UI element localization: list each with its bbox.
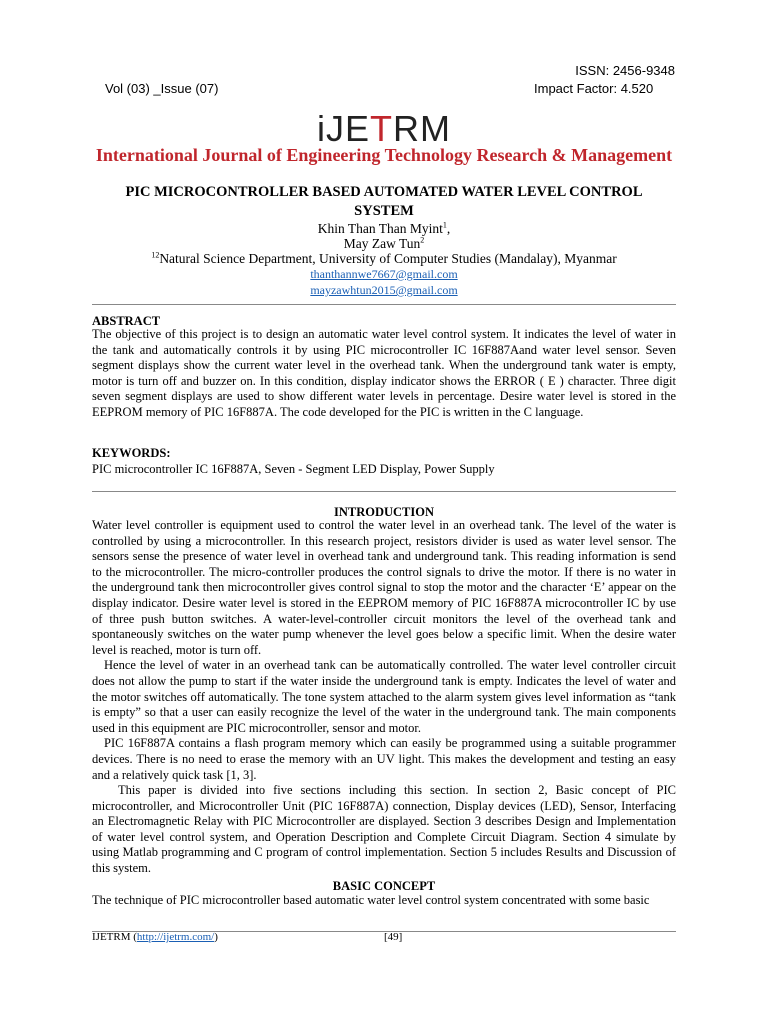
basic-paragraph-1: The technique of PIC microcontroller based automatic water level control system concentrated with some basic [92, 893, 650, 907]
affiliation [0, 251, 768, 267]
author-2-name: May Zaw Tun [343, 236, 421, 251]
journal-logo [0, 108, 768, 150]
basic-concept-body [92, 893, 676, 909]
abstract-heading: ABSTRACT [92, 314, 161, 328]
divider-middle [92, 491, 676, 492]
author-1 [0, 221, 768, 237]
divider-top [92, 304, 676, 305]
keywords-heading: KEYWORDS: [92, 446, 171, 460]
volume-issue-label: Vol (03) _Issue (07) [105, 81, 219, 96]
intro-paragraph-2: Hence the level of water in an overhead tank can be automatically controlled. The water level controller circuit does not allow the pump to start if the water inside the underground tank is empty. Indicates the level of water and the motor switches off automatically. The tone system attached to the alarm system gives level information as “tank is empty” so that a user can easily recognize the level of the water in the underground tank. The main components used in this equipment are PIC microcontroller, sensor and motor. [92, 658, 676, 735]
footer-url-link[interactable]: http://ijetrm.com/ [136, 931, 215, 943]
logo-t: T [370, 108, 393, 149]
paper-title: PIC MICROCONTROLLER BASED AUTOMATED WATER LEVEL CONTROL SYSTEM [125, 184, 643, 219]
introduction-body [92, 518, 676, 877]
intro-paragraph-3: PIC 16F887A contains a flash program memory which can easily be programmed using a suitable programmer devices. There is no need to erase the memory with an UV light. This makes the development and testing an easy and a relatively quick task [1, 3]. [92, 736, 676, 782]
author-1-sep: , [446, 221, 451, 236]
issn-label: ISSN: 2456-9348 [575, 63, 675, 78]
logo-je: JE [325, 108, 370, 149]
email-link-2[interactable]: mayzawhtun2015@gmail.com [310, 283, 458, 297]
affiliation-text: Natural Science Department, University of Computer Studies (Mandalay), Myanmar [159, 251, 617, 266]
page-number: [49] [384, 931, 403, 943]
author-2-sup: 2 [420, 235, 425, 245]
abstract-text: The objective of this project is to design an automatic water level control system. It indicates the level of water in the tank and automatically controls it by using PIC microcontroller IC 16F887Aand water level sensor. Seven segment displays show the current water level in the overhead tank. When the underground tank water is empty, motor is turn off and buzzer on. In this condition, display indicator shows the ERROR ( E ) character. Three digit seven segment displays are used to show different water levels in percentage. Desire water level is stored in the EEPROM memory of PIC 16F887A. The code developed for the PIC is written in the C language. [92, 327, 676, 419]
author-2 [0, 236, 768, 252]
impact-factor-label: Impact Factor: 4.520 [534, 81, 654, 96]
footer-journal [92, 931, 218, 943]
journal-name: International Journal of Engineering Technology Research & Management [95, 145, 673, 165]
footer-close: ) [214, 931, 218, 943]
author-1-sup: 1 [442, 220, 447, 230]
email-link-1[interactable]: thanthannwe7667@gmail.com [310, 267, 458, 281]
logo-rm: RM [393, 108, 451, 149]
footer-abbr: IJETRM ( [92, 931, 137, 943]
basic-concept-heading: BASIC CONCEPT [332, 879, 436, 893]
intro-paragraph-1: Water level controller is equipment used to control the water level in an overhead tank. The level of the water is controlled by using a microcontroller. In this research project, resistors divider is used as water level sensor. The sensors sense the presence of water level in overhead tank and underground tank. This reading information is send to the microcontroller. The micro-controller produces the control signals to drive the motor. If there is no water in the underground tank then microcontroller gives control signal to stop the motor and the character ‘E’ appear on the display indicator. Desire water level is stored in the EEPROM memory of PIC 16F887A microcontroller IC by use of three push button switches. A water-level-controller circuit monitors the level of the overhead tank and spontaneously switches on the water pump whenever the level goes below a specific limit. When the desire water level is reached, motor is turn off. [92, 518, 676, 657]
keywords-text: PIC microcontroller IC 16F887A, Seven - Segment LED Display, Power Supply [92, 462, 495, 476]
affiliation-sup: 12 [151, 250, 160, 260]
intro-paragraph-4: This paper is divided into five sections including this section. In section 2, Basic concept of PIC microcontroller, and Microcontroller Unit (PIC 16F887A) connection, Display devices (LED), Sensor, Interfacing an Electromagnetic Relay with PIC Microcontroller are displayed. Section 3 describes Design and Implementation of water level control system, and Operation Description and Complete Circuit Diagram. Section 4 simulate by using Matlab programming and C program of control implementation. Section 5 includes Results and Discussion of this system. [92, 783, 676, 876]
author-1-name: Khin Than Than Myint [317, 221, 443, 236]
logo-i: i [316, 108, 326, 149]
introduction-heading: INTRODUCTION [333, 505, 434, 519]
